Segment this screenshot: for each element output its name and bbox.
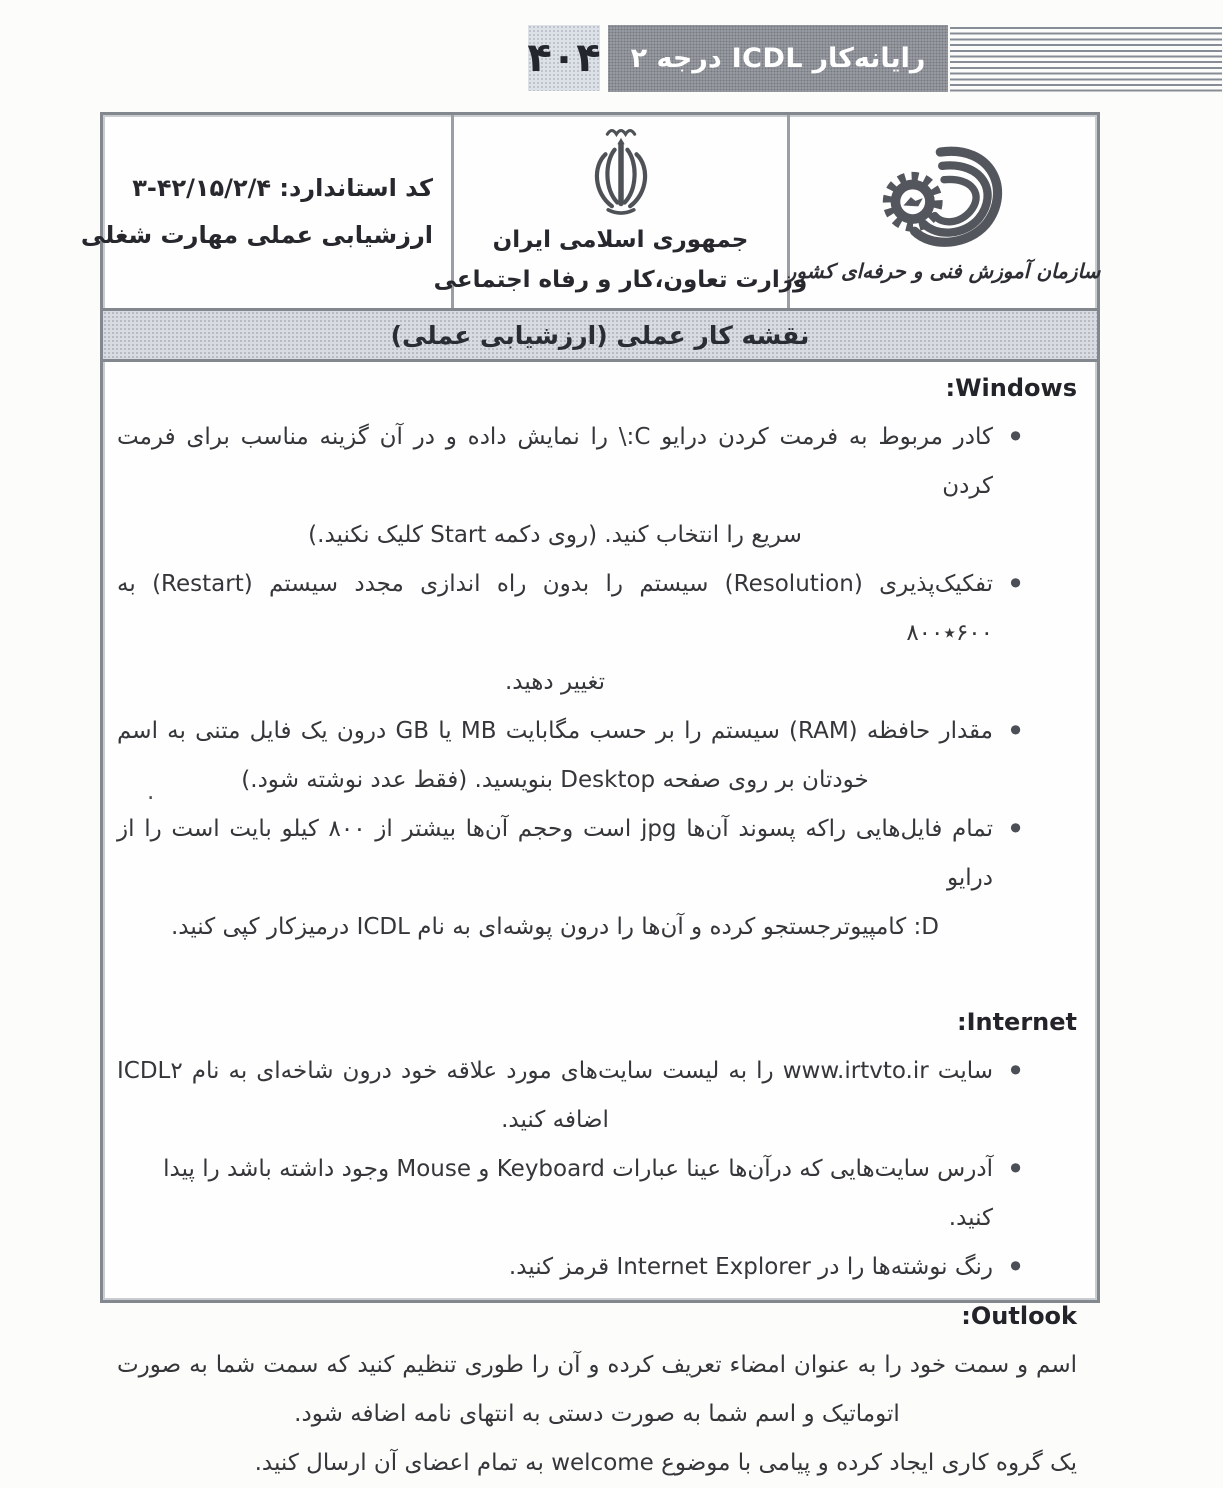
task-item xyxy=(117,707,1077,805)
tvto-logo-icon xyxy=(858,141,1030,257)
bullet-icon: • xyxy=(1006,565,1025,603)
task-item xyxy=(117,560,1077,707)
chapter-title: رایانه‌کار ICDL درجه ۲ xyxy=(630,43,926,74)
task-item xyxy=(117,1145,1077,1243)
task-item xyxy=(117,1341,1077,1439)
task-line: تغییر دهید. xyxy=(504,669,606,695)
bullet-icon: • xyxy=(1006,1150,1025,1188)
task-line: رنگ نوشته‌ها را در Internet Explorer قرمز کنید. xyxy=(508,1254,993,1280)
stray-ink-mark: . xyxy=(147,779,155,805)
task-item xyxy=(117,1243,1077,1292)
task-line: اضافه کنید. xyxy=(501,1107,609,1133)
task-line: مقدار حافظه (RAM) سیستم را بر حسب مگابایت MB یا GB درون یک فایل متنی به اسم xyxy=(117,718,993,744)
worksheet-title-band xyxy=(103,311,1097,362)
task-item xyxy=(117,1047,1077,1145)
task-item xyxy=(117,1439,1077,1488)
task-line: آدرس سایت‌هایی که درآن‌ها عینا عبارات Keyboard و Mouse وجود داشته باشد را پیدا کنید. xyxy=(163,1156,993,1231)
task-line: D: کامپیوترجستجو کرده و آن‌ها را درون پوشه‌ای به نام ICDL درمیزکار کپی کنید. xyxy=(170,914,940,940)
task-line: سریع را انتخاب کنید. (روی دکمه Start کلیک نکنید.) xyxy=(308,522,802,548)
state-cell xyxy=(433,115,808,308)
task-line: اسم و سمت خود را به عنوان امضاء تعریف کرده و آن را طوری تنظیم کنید که سمت شما به صورت xyxy=(117,1352,1077,1378)
decorative-stripes xyxy=(950,27,1222,93)
worksheet-title: نقشه کار عملی (ارزشیابی عملی) xyxy=(390,320,810,350)
task-item xyxy=(117,805,1077,952)
standard-code: کد استاندارد: ۴۲/۱۵/۲/۴-۳ xyxy=(132,173,433,202)
task-line: خودتان بر روی صفحه Desktop بنویسید. (فقط عدد نوشته شود.) xyxy=(241,767,869,793)
org-caption: سازمان آموزش فنی و حرفه‌ای کشور xyxy=(786,258,1101,283)
task-line: کادر مربوط به فرمت کردن درایو C:\ را نمایش داده و در آن گزینه مناسب برای فرمت کردن xyxy=(117,424,993,499)
task-line: یک گروه کاری ایجاد کرده و پیامی با موضوع welcome به تمام اعضای آن ارسال کنید. xyxy=(254,1450,1077,1476)
page-number: ۴۰۴ xyxy=(527,35,601,81)
task-line: سایت www.irtvto.ir را به لیست سایت‌های مورد علاقه خود درون شاخه‌ای به نام ICDL۲ xyxy=(117,1058,993,1084)
assessment-label: ارزشیابی عملی مهارت شغلی xyxy=(80,220,433,249)
document-frame xyxy=(80,112,1101,1476)
section-heading-outlook: Outlook: xyxy=(961,1302,1077,1330)
iran-emblem-icon xyxy=(580,125,662,220)
bullet-icon: • xyxy=(1006,418,1025,456)
section-heading-windows: Windows: xyxy=(945,374,1077,402)
task-line: تمام فایل‌هایی راکه پسوند آن‌ها jpg است وحجم آن‌ها بیشتر از ۸۰۰ کیلو بایت است را از درایو xyxy=(117,816,993,891)
state-line-2: وزارت تعاون،کار و رفاه اجتماعی xyxy=(433,267,808,293)
chapter-band xyxy=(608,25,948,92)
bullet-icon: • xyxy=(1006,810,1025,848)
worksheet-body xyxy=(103,362,1097,1488)
task-line: اتوماتیک و اسم شما به صورت دستی به انتهای نامه اضافه شود. xyxy=(294,1401,900,1427)
bullet-icon: • xyxy=(1006,712,1025,750)
bullet-icon: • xyxy=(1006,1248,1025,1286)
page-number-box xyxy=(528,25,600,91)
bullet-icon: • xyxy=(1006,1052,1025,1090)
task-line: تفکیک‌پذیری (Resolution) سیستم را بدون راه اندازی مجدد سیستم (Restart) به ۶۰۰٭۸۰۰ xyxy=(117,571,993,646)
standard-code-cell xyxy=(57,115,451,308)
section-windows xyxy=(117,364,1077,952)
state-line-1: جمهوری اسلامی ایران xyxy=(492,227,749,253)
org-logo-cell xyxy=(786,115,1101,308)
header-table xyxy=(80,115,1101,311)
task-item xyxy=(117,413,1077,560)
section-internet xyxy=(117,998,1077,1292)
section-outlook xyxy=(117,1292,1077,1488)
section-heading-internet: Internet: xyxy=(956,1008,1077,1036)
